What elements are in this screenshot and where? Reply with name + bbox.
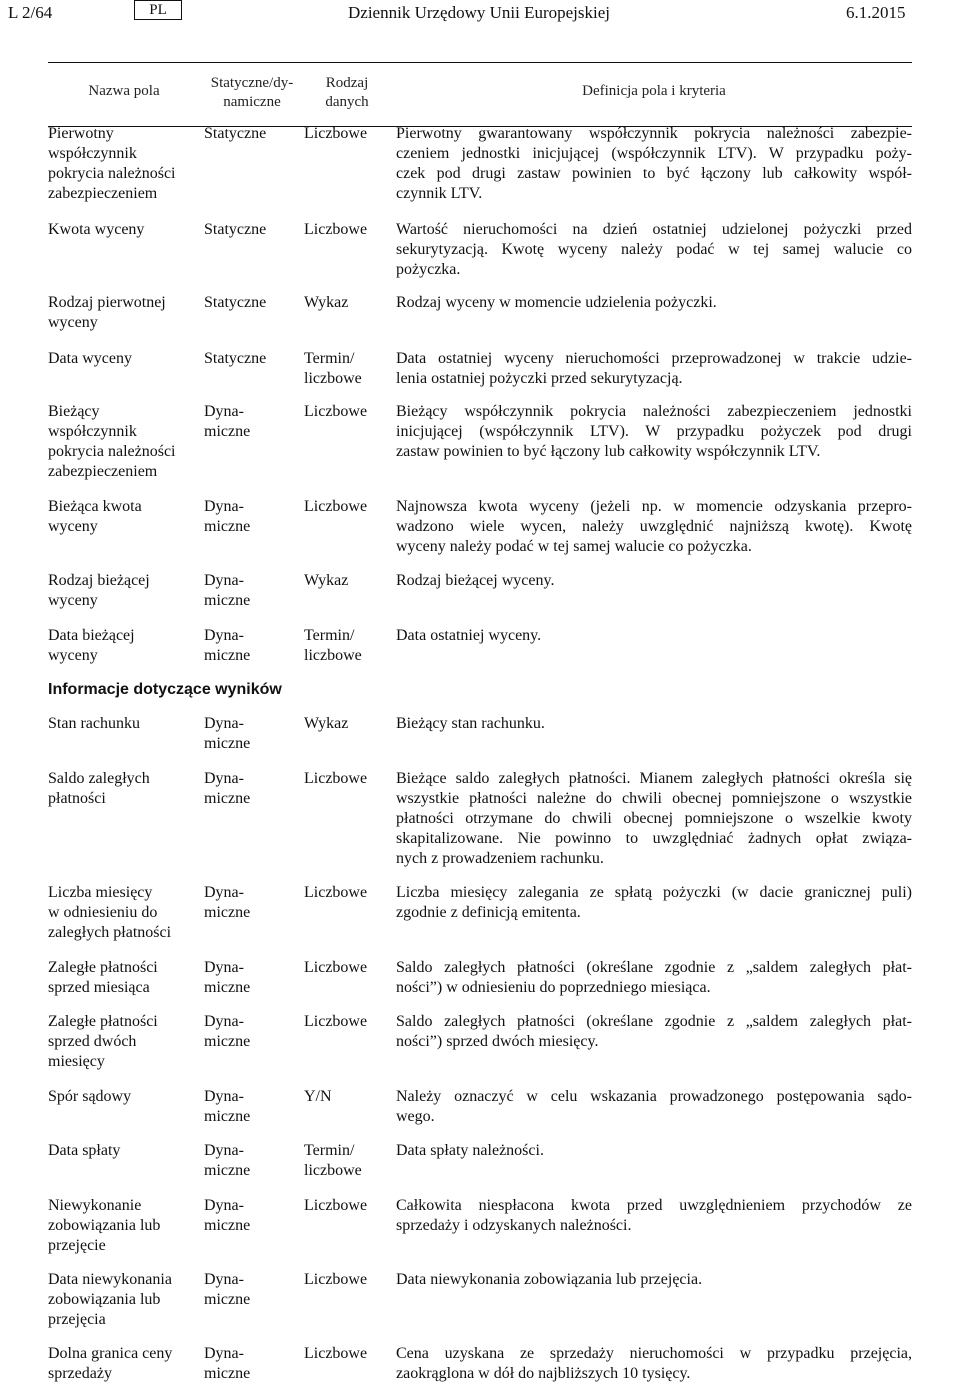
field-definition: Bieżący stan rachunku. [396,715,545,732]
field-definition: Liczba miesięcy zalegania ze spłatą pożyczki (w dacie granicznej puli) zgodnie z definicją emitenta. [396,884,912,921]
field-name: Rodzaj pierwotnej wyceny [48,294,166,331]
field-data-type: Liczbowe [304,770,368,787]
page-number: L 2/64 [8,3,53,22]
field-name: Data spłaty [48,1142,121,1159]
field-kind: Dyna- miczne [204,1197,251,1234]
field-kind: Dyna- miczne [204,1142,251,1179]
field-definition: Cena uzyskana ze sprzedaży nieruchomości w przypadku przejęcia, zaokrąglona w dół do najbliższych 10 tysięcy. [396,1345,912,1382]
field-kind: Dyna- miczne [204,498,251,535]
field-definition: Data niewykonania zobowiązania lub przejęcia. [396,1271,703,1288]
field-kind: Dyna- miczne [204,770,251,807]
field-kind: Dyna- miczne [204,403,251,440]
field-name: Data bieżącej wyceny [48,627,135,664]
field-name: Rodzaj bieżącej wyceny [48,572,150,609]
field-data-type: Liczbowe [304,403,368,420]
field-kind: Dyna- miczne [204,959,251,996]
field-name: Pierwotny współczynnik pokrycia należności zabezpieczeniem [48,125,176,202]
field-data-type: Wykaz [304,715,349,732]
field-name: Dolna granica ceny sprzedaży [48,1345,173,1382]
field-definition: Całkowita niespłacona kwota przed uwzględnieniem przychodów ze sprzedaży i odzyskanych należności. [396,1197,912,1234]
field-name: Zaległe płatności sprzed miesiąca [48,959,158,996]
field-data-type: Wykaz [304,572,349,589]
field-kind: Statyczne [204,350,267,367]
field-data-type: Liczbowe [304,125,368,142]
field-kind: Dyna- miczne [204,884,251,921]
field-data-type: Liczbowe [304,959,368,976]
field-definition: Należy oznaczyć w celu wskazania prowadzonego postępowania sądo- wego. [396,1088,912,1125]
field-name: Saldo zaległych płatności [48,770,150,807]
field-name: Zaległe płatności sprzed dwóch miesięcy [48,1013,158,1070]
field-name: Spór sądowy [48,1088,132,1105]
field-definition: Rodzaj wyceny w momencie udzielenia pożyczki. [396,294,717,311]
field-kind: Statyczne [204,125,267,142]
field-definition: Bieżący współczynnik pokrycia należności zabezpieczeniem jednostki inicjującej (współczynnik LTV). W przypadku pożyczek pod drugi zastaw powinien to być łączony lub całkowity współczynnik LTV. [396,403,912,460]
journal-title: Dziennik Urzędowy Unii Europejskiej [348,3,611,22]
field-name: Niewykonanie zobowiązania lub przejęcie [48,1197,161,1254]
field-name: Bieżąca kwota wyceny [48,498,142,535]
field-data-type: Liczbowe [304,221,368,238]
field-kind: Statyczne [204,294,267,311]
field-definition: Bieżące saldo zaległych płatności. Mianem zaległych płatności określa się wszystkie płatności należne do chwili obecnej pomniejszone o wszystkie płatności otrzymane do chwili obecnej pomniejszone o wszelkie kwoty skapitalizowane. Nie powinno to uwzględniać żadnych opłat związa- nych z prowadzeniem rachunku. [396,770,912,867]
column-header-name: Nazwa pola [88,83,160,99]
field-data-type: Liczbowe [304,1345,368,1362]
column-header-data-type: Rodzaj danych [325,75,369,110]
field-data-type: Termin/ liczbowe [304,350,362,387]
field-data-type: Termin/ liczbowe [304,1142,362,1179]
field-kind: Dyna- miczne [204,715,251,752]
field-definition: Saldo zaległych płatności (określane zgodnie z „saldem zaległych płat- ności”) w odniesieniu do poprzedniego miesiąca. [396,959,912,996]
field-data-type: Termin/ liczbowe [304,627,362,664]
field-name: Stan rachunku [48,715,140,732]
field-kind: Dyna- miczne [204,1345,251,1382]
field-name: Liczba miesięcy w odniesieniu do zaległych płatności [48,884,172,941]
field-kind: Dyna- miczne [204,1013,251,1050]
field-definition: Pierwotny gwarantowany współczynnik pokrycia należności zabezpie- czeniem jednostki inicjującej (współczynnik LTV). W przypadku poży- czek pod drugi zastaw powinien to być łączony lub całkowity współ- czynnik LTV. [396,125,912,202]
field-definition: Data ostatniej wyceny nieruchomości przeprowadzonej w trakcie udzie- lenia ostatniej pożyczki przed sekurytyzacją. [396,350,912,387]
field-kind: Dyna- miczne [204,572,251,609]
field-kind: Statyczne [204,221,267,238]
field-kind: Dyna- miczne [204,1088,251,1125]
field-name: Data niewykonania zobowiązania lub przejęcia [48,1271,172,1328]
section-title: Informacje dotyczące wyników [48,681,282,698]
field-kind: Dyna- miczne [204,1271,251,1308]
field-name: Data wyceny [48,350,132,367]
page-header [0,0,960,30]
field-definition: Wartość nieruchomości na dzień ostatniej udzielonej pożyczki przed sekurytyzacją. Kwotę wyceny należy podać w tej samej walucie co pożyczka. [396,221,912,278]
language-badge: PL [134,0,182,20]
field-data-type: Y/N [304,1088,332,1105]
field-definition: Rodzaj bieżącej wyceny. [396,572,555,589]
publication-date: 6.1.2015 [846,3,906,22]
field-definition: Data spłaty należności. [396,1142,544,1159]
field-definition: Data ostatniej wyceny. [396,627,542,644]
field-name: Kwota wyceny [48,221,145,238]
field-data-type: Liczbowe [304,498,368,515]
field-kind: Dyna- miczne [204,627,251,664]
field-name: Bieżący współczynnik pokrycia należności zabezpieczeniem [48,403,176,480]
field-data-type: Wykaz [304,294,349,311]
column-header-definition: Definicja pola i kryteria [582,83,726,99]
field-data-type: Liczbowe [304,884,368,901]
column-header-type: Statyczne/dy- namiczne [210,75,294,110]
field-data-type: Liczbowe [304,1013,368,1030]
field-data-type: Liczbowe [304,1197,368,1214]
field-definition: Saldo zaległych płatności (określane zgodnie z „saldem zaległych płat- ności”) sprzed dwóch miesięcy. [396,1013,912,1050]
field-data-type: Liczbowe [304,1271,368,1288]
field-definition: Najnowsza kwota wyceny (jeżeli np. w momencie odzyskania przepro- wadzono wiele wycen, należy uwzględnić najniższą kwotę). Kwotę wyceny należy podać w tej samej walucie co pożyczka. [396,498,912,555]
